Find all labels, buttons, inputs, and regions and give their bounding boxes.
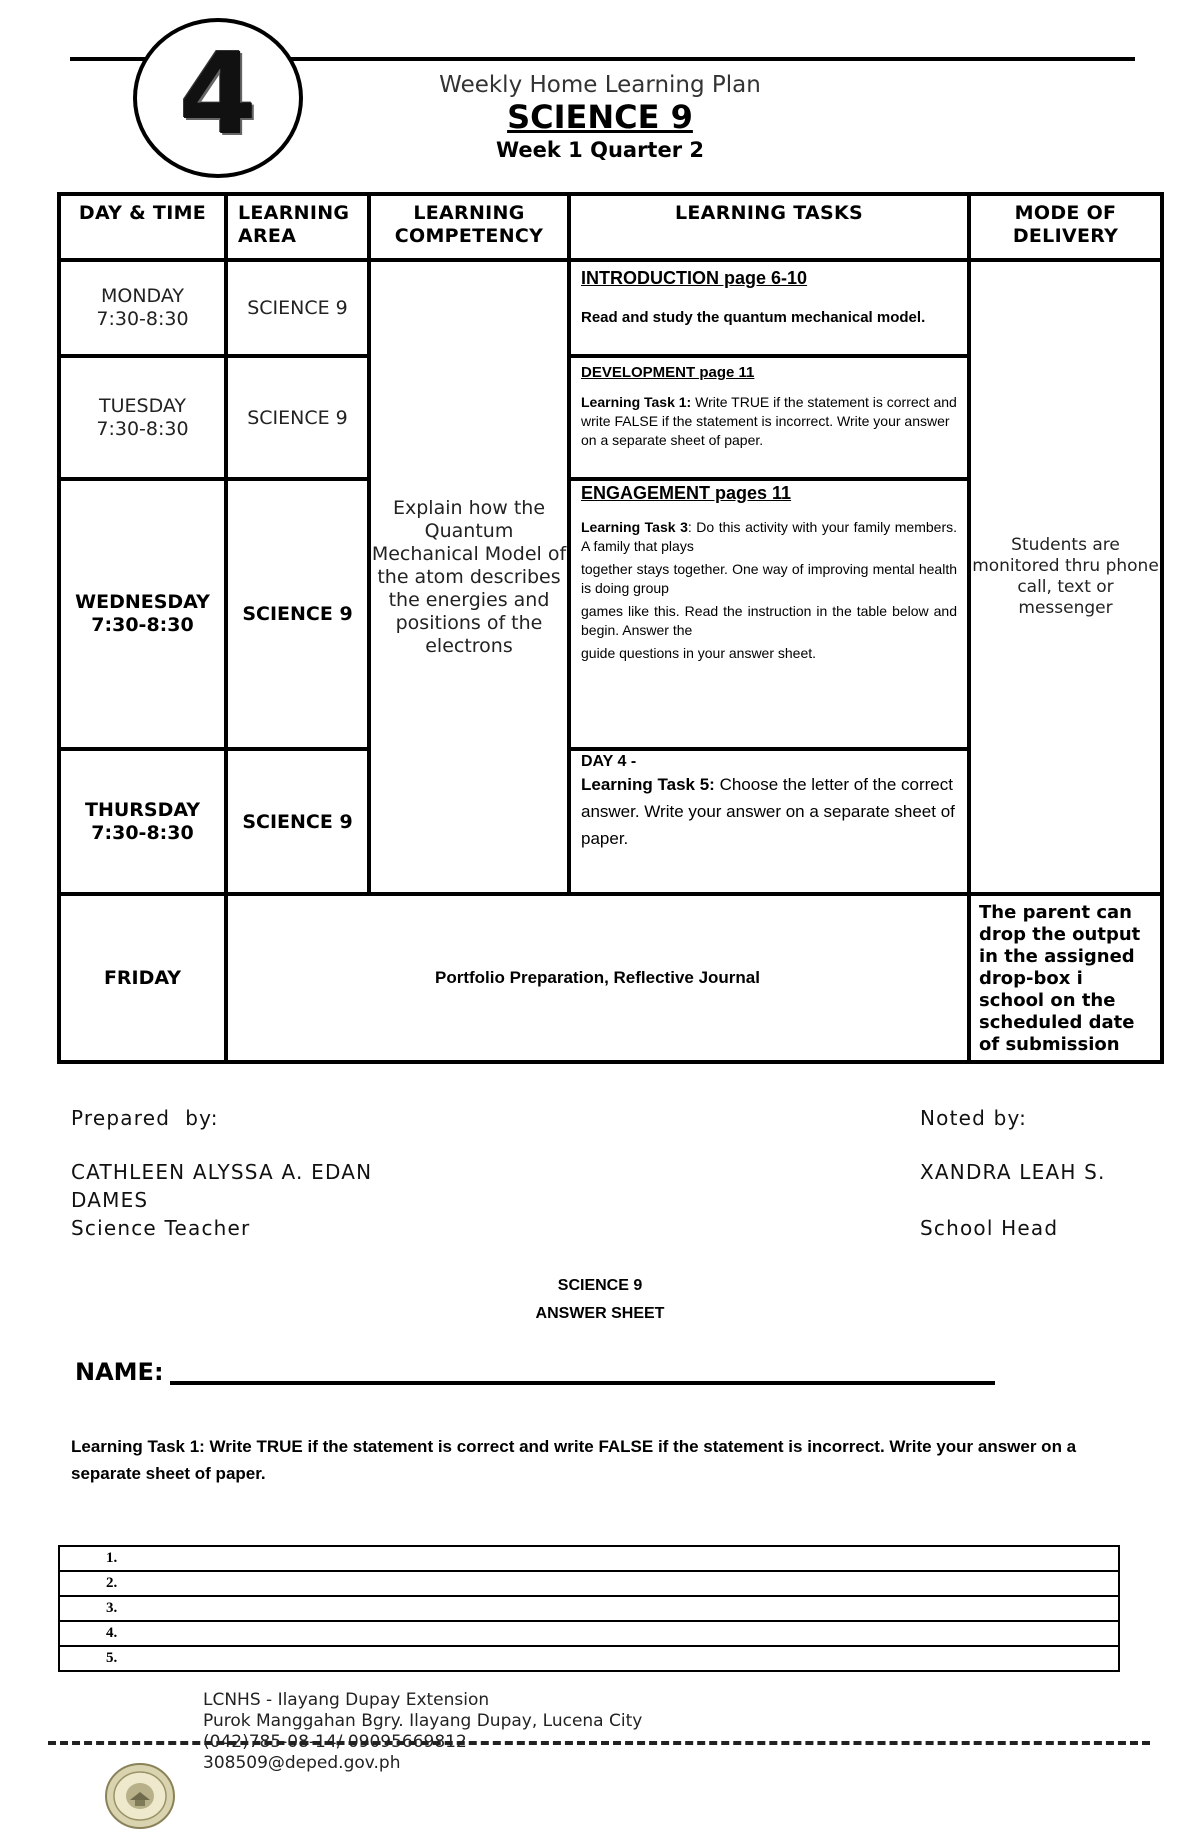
answer-sheet-title: ANSWER SHEET bbox=[535, 1305, 665, 1322]
task-heading: DEVELOPMENT page 11 bbox=[581, 364, 755, 381]
name-input-line[interactable] bbox=[170, 1381, 995, 1385]
plan-subtitle: Weekly Home Learning Plan bbox=[439, 72, 761, 98]
task-body-3: games like this. Read the instruction in the table below and begin. Answer the bbox=[581, 603, 957, 638]
noted-by-label: Noted by: bbox=[920, 1106, 1028, 1130]
day-label: WEDNESDAY bbox=[75, 591, 210, 613]
task-body-2: together stays together. One way of improving mental health is doing group bbox=[581, 561, 957, 596]
answer-row[interactable] bbox=[59, 1571, 1119, 1596]
answer-instruction: Learning Task 1: Write TRUE if the statement is correct and write FALSE if the statement is incorrect. Write your answer on a separate sheet of paper. bbox=[71, 1437, 1077, 1483]
answer-row[interactable] bbox=[59, 1621, 1119, 1646]
header-day-time: DAY & TIME bbox=[59, 194, 226, 260]
learning-task-cell bbox=[569, 260, 969, 356]
noted-by-block bbox=[920, 1104, 1106, 1242]
day-time-cell bbox=[59, 260, 226, 356]
answer-item-number: 2. bbox=[59, 1571, 1119, 1596]
time-label: 7:30-8:30 bbox=[91, 821, 194, 844]
learning-plan-table bbox=[57, 192, 1164, 1064]
task-heading: DAY 4 - bbox=[581, 753, 637, 770]
learning-task-cell bbox=[569, 749, 969, 894]
answer-item-number: 1. bbox=[59, 1546, 1119, 1571]
school-seal-icon bbox=[104, 1762, 176, 1830]
noted-by-name: XANDRA LEAH S. bbox=[920, 1160, 1106, 1184]
day-label: FRIDAY bbox=[59, 894, 226, 1062]
prepared-by-name-cont: DAMES bbox=[71, 1188, 149, 1212]
answer-item-number: 3. bbox=[59, 1596, 1119, 1621]
week-number: 4 bbox=[179, 30, 257, 160]
day-label: THURSDAY bbox=[84, 798, 201, 821]
task-body: Write TRUE if the statement is correct and write FALSE if the statement is incorrect. Write your answer on a separate sheet of paper. bbox=[581, 394, 957, 448]
task-text bbox=[581, 518, 957, 556]
task-body: : Do this activity with your family members. A family that plays bbox=[581, 519, 957, 554]
task-body: Read and study the quantum mechanical model. bbox=[581, 309, 926, 326]
school-name: LCNHS - Ilayang Dupay Extension bbox=[203, 1690, 490, 1710]
school-email: 308509@deped.gov.ph bbox=[203, 1753, 401, 1773]
day-label: TUESDAY bbox=[98, 394, 186, 417]
task-label: Learning Task 5: bbox=[581, 775, 715, 794]
answer-row[interactable] bbox=[59, 1596, 1119, 1621]
learning-competency-cell: Explain how the Quantum Mechanical Model of the atom describes the energies and positions of the electrons bbox=[369, 260, 569, 894]
learning-area-cell: SCIENCE 9 bbox=[226, 479, 369, 749]
week-quarter: Week 1 Quarter 2 bbox=[496, 138, 704, 162]
task-body: Choose the letter of the correct answer. Write your answer on a separate sheet of paper. bbox=[581, 775, 955, 848]
week-number-badge bbox=[133, 18, 303, 178]
learning-task-cell bbox=[569, 356, 969, 479]
table-row-monday bbox=[59, 260, 1162, 356]
answer-item-number: 5. bbox=[59, 1646, 1119, 1671]
footer-contact bbox=[203, 1690, 642, 1774]
table-header-row bbox=[59, 194, 1162, 260]
task-heading: ENGAGEMENT pages 11 bbox=[581, 483, 792, 503]
school-address: Purok Manggahan Bgry. Ilayang Dupay, Lucena City bbox=[203, 1711, 643, 1731]
header-learning-area: LEARNING AREA bbox=[226, 194, 369, 260]
answer-table bbox=[58, 1545, 1120, 1672]
day-time-cell bbox=[59, 479, 226, 749]
learning-task-cell bbox=[569, 479, 969, 749]
prepared-by-label: Prepared by: bbox=[71, 1106, 219, 1130]
day-time-cell bbox=[59, 749, 226, 894]
header-mode-of-delivery: MODE OF DELIVERY bbox=[969, 194, 1162, 260]
answer-item-number: 4. bbox=[59, 1621, 1119, 1646]
learning-area-cell: SCIENCE 9 bbox=[226, 260, 369, 356]
answer-row[interactable] bbox=[59, 1546, 1119, 1571]
task-heading: INTRODUCTION page 6-10 bbox=[581, 268, 808, 288]
time-label: 7:30-8:30 bbox=[96, 417, 189, 440]
day-time-cell bbox=[59, 356, 226, 479]
task-text bbox=[581, 771, 957, 852]
prepared-by-name: CATHLEEN ALYSSA A. EDAN bbox=[71, 1160, 373, 1184]
plan-title: SCIENCE 9 bbox=[507, 98, 693, 136]
time-label: 7:30-8:30 bbox=[96, 308, 189, 330]
noted-by-role: School Head bbox=[920, 1216, 1059, 1240]
prepared-by-role: Science Teacher bbox=[71, 1216, 251, 1240]
friday-mode-cell: The parent can drop the output in the assigned drop-box i school on the scheduled date of submission bbox=[969, 894, 1162, 1062]
header-learning-competency: LEARNING COMPETENCY bbox=[369, 194, 569, 260]
prepared-by-block bbox=[71, 1104, 372, 1242]
task-body-4: guide questions in your answer sheet. bbox=[581, 645, 817, 661]
learning-area-cell: SCIENCE 9 bbox=[226, 749, 369, 894]
task-label: Learning Task 3 bbox=[581, 519, 688, 535]
task-text bbox=[581, 393, 957, 450]
answer-row[interactable] bbox=[59, 1646, 1119, 1671]
name-label: NAME: bbox=[75, 1358, 164, 1386]
mode-of-delivery-cell: Students are monitored thru phone call, text or messenger bbox=[969, 260, 1162, 894]
day-label: MONDAY bbox=[101, 285, 184, 307]
time-label: 7:30-8:30 bbox=[91, 614, 194, 636]
table-row-friday bbox=[59, 894, 1162, 1062]
friday-task-cell: Portfolio Preparation, Reflective Journal bbox=[226, 894, 969, 1062]
task-label: Learning Task 1: bbox=[581, 394, 692, 410]
learning-area-cell: SCIENCE 9 bbox=[226, 356, 369, 479]
school-phone: (042)785-08-14/ 09095669812 bbox=[203, 1732, 467, 1752]
answer-sheet-subject: SCIENCE 9 bbox=[557, 1277, 643, 1294]
header-learning-tasks: LEARNING TASKS bbox=[569, 194, 969, 260]
